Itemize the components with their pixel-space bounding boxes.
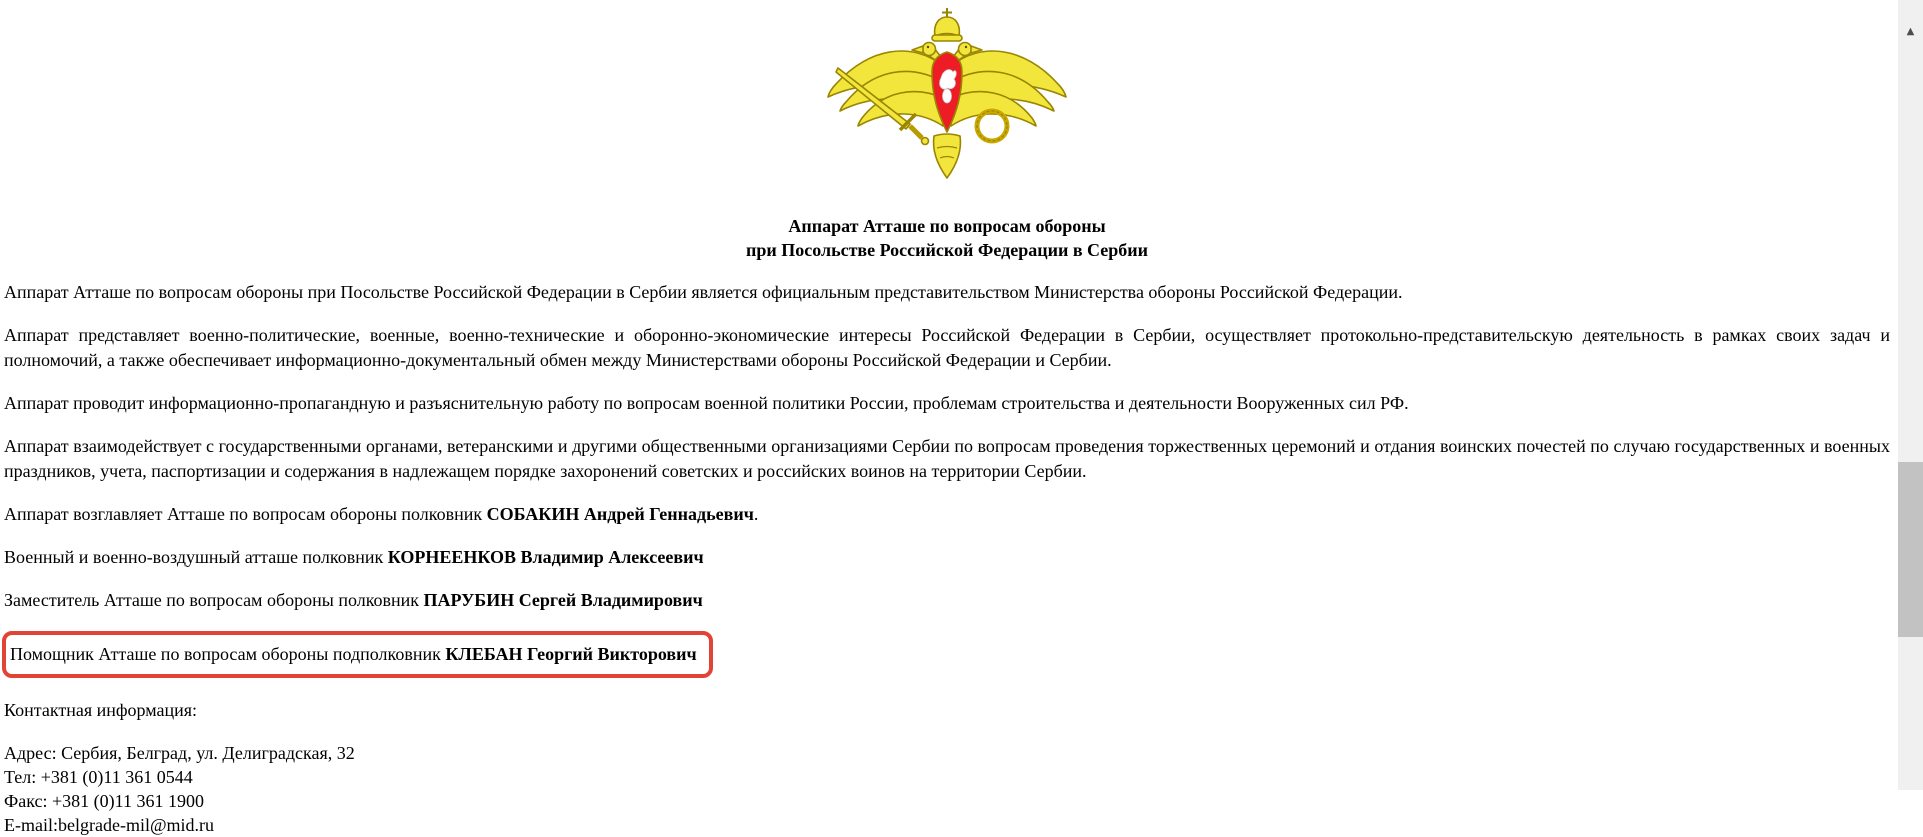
official-name: КОРНЕЕНКОВ Владимир Алексеевич [387, 547, 704, 567]
paragraph-information-work: Аппарат проводит информационно-пропагандную и разъяснительную работу по вопросам военной политики России, проблемам строительства и деятельности Вооруженных сил РФ. [4, 393, 1409, 413]
official-suffix: . [753, 504, 759, 524]
official-name: СОБАКИН Андрей Геннадьевич [486, 504, 754, 524]
official-name: ПАРУБИН Сергей Владимирович [423, 590, 703, 610]
scrollbar-thumb[interactable] [1898, 462, 1923, 637]
page-title-line-2: при Посольстве Российской Федерации в Сербии [745, 240, 1149, 260]
red-highlight-annotation-box [2, 631, 713, 678]
official-prefix: Помощник Атташе по вопросам обороны подполковник [10, 644, 446, 664]
paragraph-cooperation: Аппарат взаимодействует с государственными органами, ветеранскими и другими общественными организациями Сербии по вопросам проведения торжественных церемоний и отдания воинских почестей по случаю государственных и военных праздников, учета, паспортизации и содержания в надлежащем порядке захоронений советских и российских воинов на территории Сербии. [4, 436, 1890, 481]
contact-phone-line: Тел: +381 (0)11 361 0544 [4, 767, 193, 787]
page-title-line-1: Аппарат Атташе по вопросам обороны [788, 216, 1106, 236]
paragraph-role: Аппарат Атташе по вопросам обороны при Посольстве Российской Федерации в Сербии является официальным представительством Министерства обороны Российской Федерации. [4, 282, 1403, 302]
official-line-assistant-attache [4, 631, 1890, 678]
contact-email-line: E-mail:belgrade-mil@mid.ru [4, 815, 215, 835]
page-title [4, 214, 1890, 262]
vertical-scrollbar-track[interactable] [1898, 0, 1923, 790]
official-prefix: Военный и военно-воздушный атташе полковник [4, 547, 388, 567]
contact-fax-line: Факс: +381 (0)11 361 1900 [4, 791, 204, 811]
russia-mod-double-headed-eagle-emblem-icon [822, 6, 1072, 184]
contact-info-block [4, 741, 1890, 837]
paragraph-interests: Аппарат представляет военно-политические, военные, военно-технические и оборонно-экономические интересы Российской Федерации в Сербии, осуществляет протокольно-представительскую деятельность в рамках своих задач и полномочий, а также обеспечивает информационно-документальный обмен между Министерствами обороны Российской Федерации и Сербии. [4, 325, 1890, 370]
official-line-attache [4, 502, 1890, 527]
emblem-container [4, 6, 1890, 186]
official-prefix: Аппарат возглавляет Атташе по вопросам обороны полковник [4, 504, 487, 524]
official-line-deputy-attache [4, 588, 1890, 613]
official-prefix: Заместитель Атташе по вопросам обороны полковник [4, 590, 424, 610]
contact-address-line: Адрес: Сербия, Белград, ул. Делиградская, 32 [4, 743, 355, 763]
official-line-air-attache [4, 545, 1890, 570]
official-name: КЛЕБАН Георгий Викторович [445, 644, 697, 664]
scrollbar-up-arrow-icon[interactable]: ▲ [1906, 26, 1915, 37]
contact-info-heading: Контактная информация: [4, 700, 198, 720]
